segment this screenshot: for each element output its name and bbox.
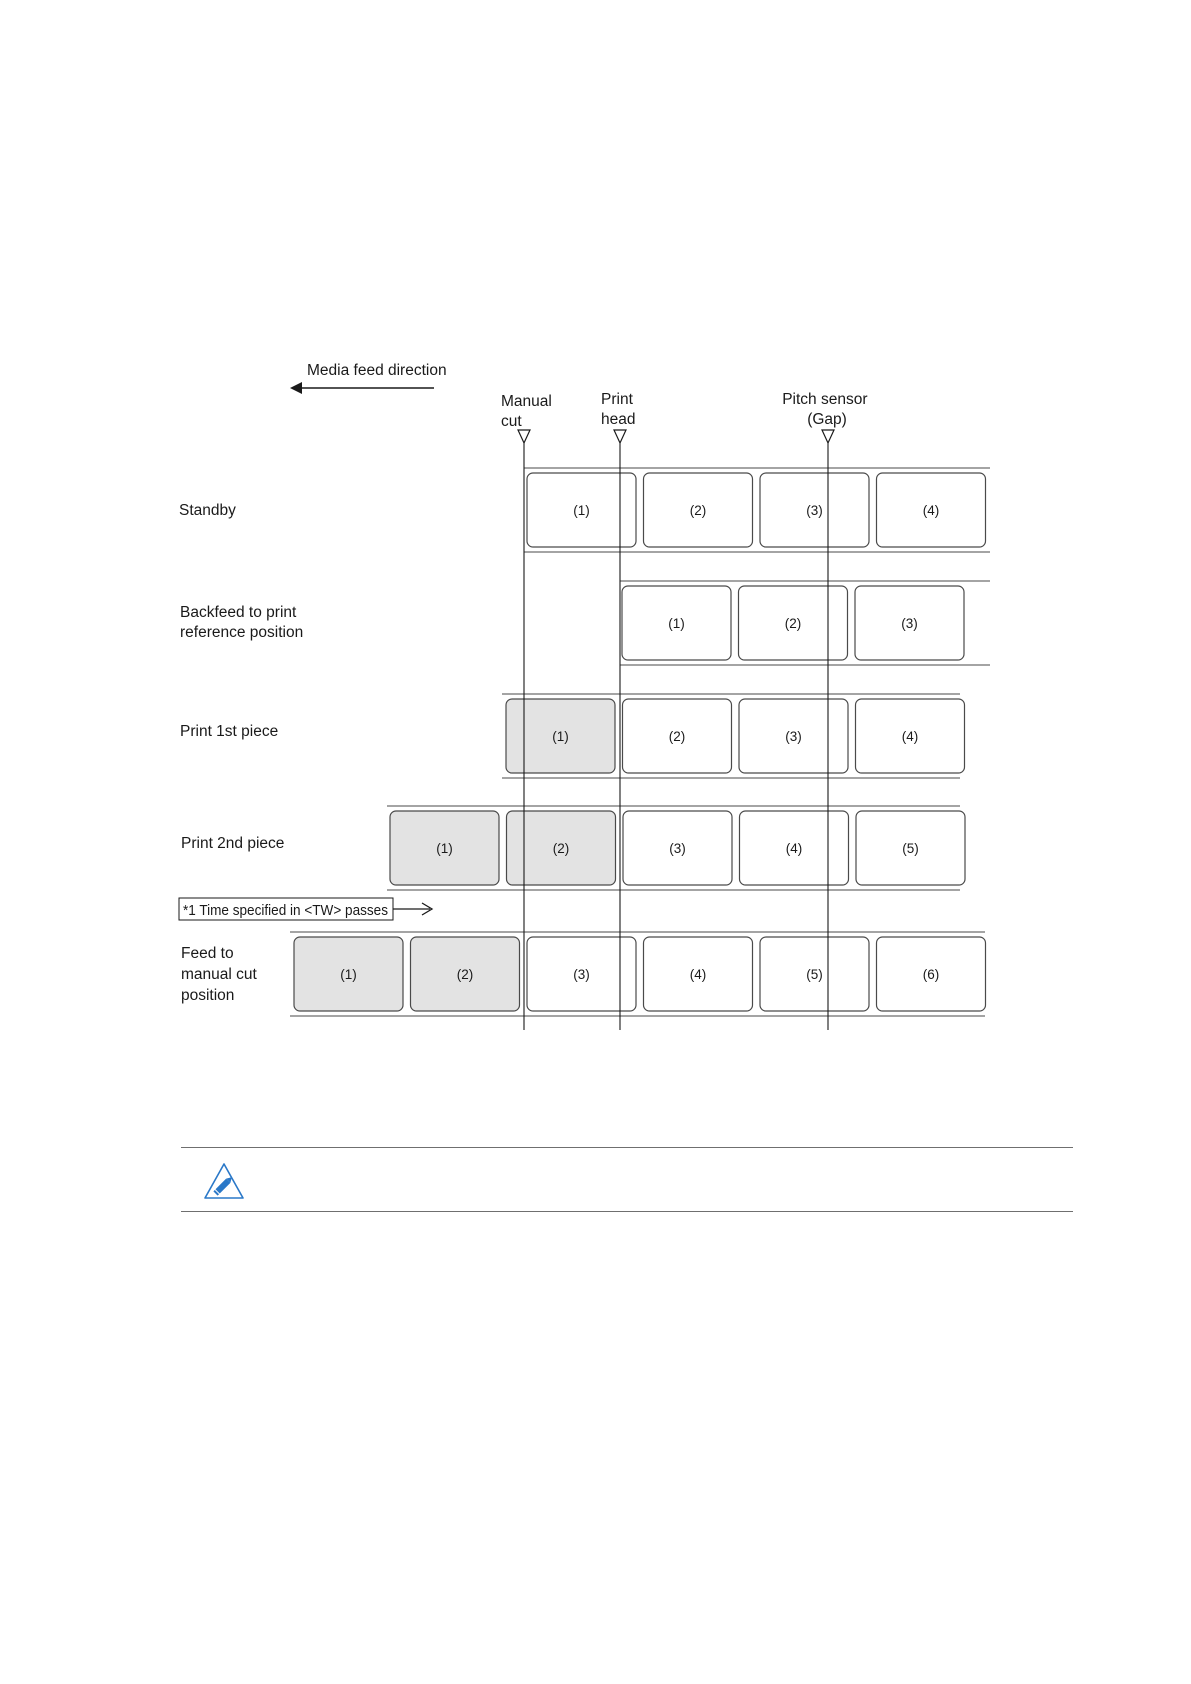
label-number: (2) — [689, 503, 707, 518]
feed-direction-arrow — [290, 382, 434, 394]
label-number: (6) — [922, 967, 940, 982]
marker-manual-cut-label: Manual cut — [501, 393, 552, 430]
row-backfeed-label: Backfeed to print reference position — [180, 604, 304, 641]
condition-box — [179, 898, 432, 920]
label-number: (1) — [552, 729, 569, 744]
row-print-1st-label: Print 1st piece — [180, 723, 279, 740]
label-number: (2) — [552, 841, 570, 856]
media-strip-feed-manual-cut — [290, 932, 986, 1016]
media-strip-standby — [524, 468, 990, 552]
label-number: (3) — [785, 729, 802, 744]
media-strip-print-2nd — [387, 806, 965, 890]
label-number: (3) — [669, 841, 686, 856]
row-feed-manual-cut-label: Feed to manual cut position — [181, 945, 257, 1004]
pencil-icon — [203, 1162, 245, 1200]
condition-label: *1 Time specified in <TW> passes — [183, 903, 388, 919]
pitch-sensor-marker-icon — [822, 430, 834, 443]
label-number: (3) — [901, 616, 918, 631]
label-number: (4) — [922, 503, 940, 518]
label-number: (4) — [785, 841, 803, 856]
label-number: (2) — [456, 967, 474, 982]
label-number: (1) — [436, 841, 453, 856]
label-number: (2) — [668, 729, 686, 744]
note-box — [181, 1147, 1073, 1212]
feed-direction-label: Media feed direction — [307, 362, 447, 379]
row-print-2nd-label: Print 2nd piece — [181, 835, 285, 852]
row-standby-label: Standby — [179, 502, 236, 519]
manual-cut-marker-icon — [518, 430, 530, 443]
label-number: (1) — [340, 967, 357, 982]
label-number: (4) — [901, 729, 919, 744]
label-number: (1) — [573, 503, 590, 518]
label-number: (4) — [689, 967, 707, 982]
label-number: (3) — [806, 503, 823, 518]
media-strip-print-1st — [502, 694, 965, 778]
label-number: (5) — [902, 841, 919, 856]
print-head-marker-icon — [614, 430, 626, 443]
marker-pitch-sensor-label: Pitch sensor (Gap) — [782, 391, 868, 428]
marker-print-head-label: Print head — [601, 391, 636, 428]
label-number: (3) — [573, 967, 590, 982]
media-strip-backfeed — [620, 581, 990, 665]
label-number: (1) — [668, 616, 685, 631]
label-number: (5) — [806, 967, 823, 982]
label-number: (2) — [784, 616, 802, 631]
